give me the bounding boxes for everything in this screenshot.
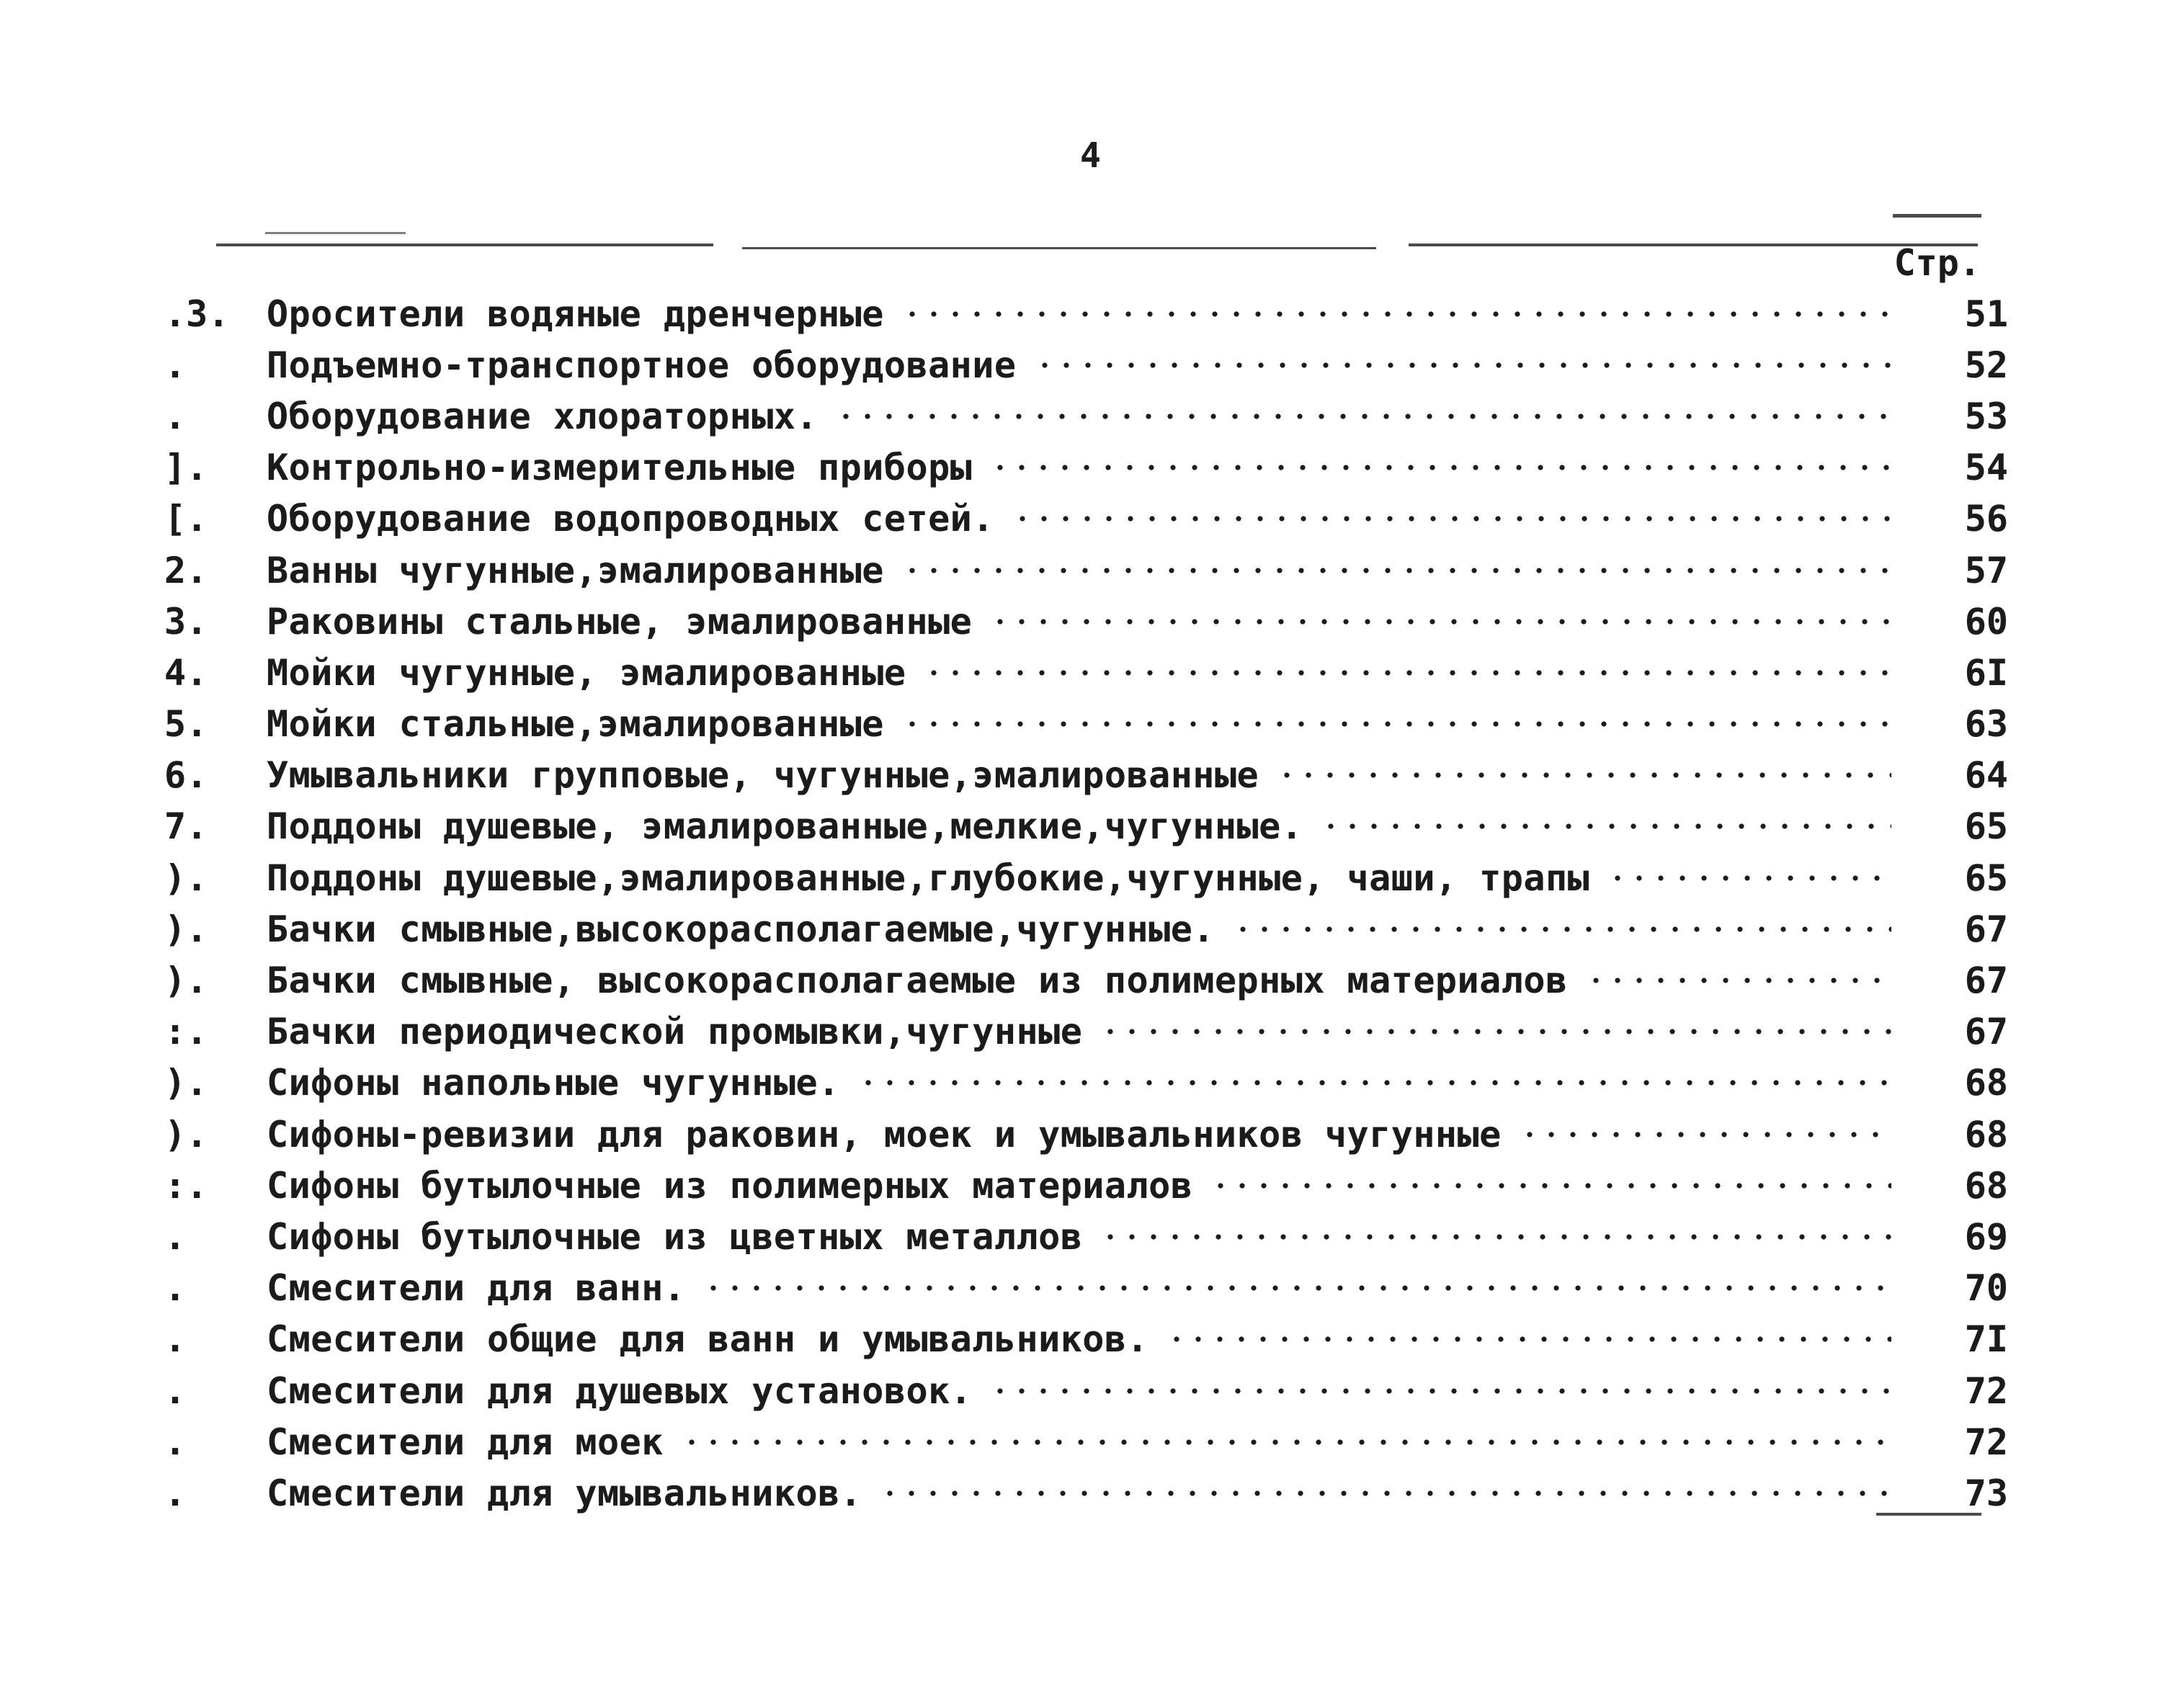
toc-item-page: 54 (1964, 447, 2008, 489)
toc-item-page: 65 (1964, 857, 2008, 899)
toc-item-page: 72 (1964, 1421, 2008, 1463)
toc-item-title: Поддоны душевые,эмалированные,глубокие,чугунные, чаши, трапы (267, 857, 1590, 899)
toc-item-page: 68 (1964, 1164, 2008, 1207)
toc-item-marker: .3. (164, 292, 230, 335)
dot-leader-icon (1160, 1321, 1891, 1357)
toc-row (164, 1160, 2008, 1211)
toc-row (164, 339, 2008, 390)
toc-item-title: Смесители для ванн. (267, 1267, 686, 1310)
scan-artifact-line (265, 232, 406, 234)
toc-row (164, 647, 2008, 698)
toc-item-marker: ). (164, 908, 208, 950)
toc-item-marker: . (164, 395, 187, 437)
scan-artifact-line (742, 247, 1376, 249)
toc-item-title: Сифоны бутылочные из полимерных материалов (267, 1164, 1193, 1207)
toc-item-page: 73 (1964, 1472, 2008, 1514)
toc-item-page: 63 (1964, 703, 2008, 746)
dot-leader-icon (984, 1373, 1891, 1409)
dot-leader-icon (1513, 1117, 1891, 1153)
toc-row (164, 1314, 2008, 1365)
toc-row (164, 699, 2008, 750)
dot-leader-icon (1601, 860, 1891, 896)
toc-list (164, 288, 2008, 1519)
dot-leader-icon (1094, 1219, 1891, 1255)
toc-item-title: Умывальники групповые, чугунные,эмалированные (267, 754, 1259, 797)
toc-item-marker: . (164, 1318, 187, 1361)
toc-item-page: 53 (1964, 395, 2008, 437)
toc-item-title: Поддоны душевые, эмалированные,мелкие,чугунные. (267, 805, 1303, 848)
toc-row (164, 545, 2008, 596)
toc-row (164, 1211, 2008, 1262)
toc-row (164, 852, 2008, 903)
toc-item-page: 56 (1964, 498, 2008, 540)
toc-item-page: 68 (1964, 1062, 2008, 1104)
toc-item-page: 60 (1964, 600, 2008, 643)
toc-row (164, 1365, 2008, 1416)
dot-leader-icon (1094, 1014, 1891, 1050)
toc-item-title: Сифоны напольные чугунные. (267, 1062, 840, 1104)
toc-item-page: 65 (1964, 805, 2008, 848)
toc-item-marker: ]. (164, 447, 208, 489)
toc-item-marker: 4. (164, 651, 208, 694)
dot-leader-icon (896, 553, 1891, 589)
toc-item-marker: 7. (164, 805, 208, 848)
scan-artifact-line (1893, 214, 1981, 218)
toc-item-marker: . (164, 344, 187, 386)
dot-leader-icon (675, 1424, 1891, 1460)
toc-row (164, 954, 2008, 1006)
toc-item-page: 67 (1964, 1011, 2008, 1053)
toc-item-marker: :. (164, 1011, 208, 1053)
dot-leader-icon (852, 1065, 1891, 1101)
dot-leader-icon (896, 706, 1891, 742)
toc-item-marker: . (164, 1215, 187, 1258)
toc-item-page: 64 (1964, 754, 2008, 797)
scan-artifact-line (1409, 243, 1978, 246)
toc-item-page: 69 (1964, 1215, 2008, 1258)
toc-item-title: Смесители для моек (267, 1421, 664, 1463)
toc-row (164, 1263, 2008, 1314)
toc-item-title: Мойки чугунные, эмалированные (267, 651, 906, 694)
toc-item-page: 70 (1964, 1267, 2008, 1310)
toc-item-title: Подъемно-транспортное оборудование (267, 344, 1017, 386)
toc-row (164, 1058, 2008, 1109)
toc-item-title: Оборудование водопроводных сетей. (267, 498, 994, 540)
toc-item-page: 6I (1964, 651, 2008, 694)
toc-item-title: Раковины стальные, эмалированные (267, 600, 973, 643)
dot-leader-icon (1028, 347, 1892, 383)
toc-item-page: 57 (1964, 549, 2008, 591)
toc-item-marker: [. (164, 498, 208, 540)
dot-leader-icon (873, 1475, 1891, 1511)
toc-item-page: 7I (1964, 1318, 2008, 1361)
toc-item-title: Бачки смывные,высокорасполагаемые,чугунные. (267, 908, 1215, 950)
dot-leader-icon (1006, 501, 1891, 537)
toc-item-page: 68 (1964, 1113, 2008, 1155)
toc-item-marker: 6. (164, 754, 208, 797)
toc-item-marker: ). (164, 1113, 208, 1155)
toc-item-marker: ). (164, 960, 208, 1002)
toc-item-title: Смесители для душевых установок. (267, 1369, 973, 1412)
toc-row (164, 1109, 2008, 1160)
toc-item-title: Оросители водяные дренчерные (267, 292, 884, 335)
toc-item-title: Оборудование хлораторных. (267, 395, 819, 437)
toc-row (164, 390, 2008, 442)
toc-item-title: Сифоны бутылочные из цветных металлов (267, 1215, 1083, 1258)
toc-item-marker: ). (164, 1062, 208, 1104)
dot-leader-icon (1579, 962, 1891, 998)
toc-item-page: 51 (1964, 292, 2008, 335)
toc-row (164, 596, 2008, 647)
toc-row (164, 288, 2008, 339)
page-number: 4 (1080, 135, 1101, 176)
toc-row (164, 903, 2008, 954)
page-column-header: Стр. (1894, 242, 1981, 284)
toc-item-marker: 5. (164, 703, 208, 746)
toc-row (164, 1006, 2008, 1058)
toc-item-title: Контрольно-измерительные приборы (267, 447, 973, 489)
toc-item-page: 72 (1964, 1369, 2008, 1412)
dot-leader-icon (1270, 757, 1891, 793)
toc-row (164, 442, 2008, 493)
toc-row (164, 750, 2008, 801)
toc-row (164, 801, 2008, 852)
toc-item-marker: ). (164, 857, 208, 899)
toc-item-title: Ванны чугунные,эмалированные (267, 549, 884, 591)
dot-leader-icon (697, 1270, 1891, 1306)
scan-artifact-line (216, 243, 713, 246)
dot-leader-icon (984, 604, 1891, 640)
toc-item-marker: . (164, 1472, 187, 1514)
toc-item-title: Смесители для умывальников. (267, 1472, 862, 1514)
toc-row (164, 493, 2008, 545)
toc-item-marker: . (164, 1421, 187, 1463)
toc-item-marker: . (164, 1369, 187, 1412)
dot-leader-icon (984, 450, 1891, 486)
toc-row (164, 1416, 2008, 1467)
toc-item-page: 67 (1964, 960, 2008, 1002)
toc-item-title: Бачки периодической промывки,чугунные (267, 1011, 1083, 1053)
dot-leader-icon (1314, 808, 1891, 844)
toc-item-marker: :. (164, 1164, 208, 1207)
dot-leader-icon (917, 655, 1891, 691)
toc-item-title: Мойки стальные,эмалированные (267, 703, 884, 746)
toc-item-title: Смесители общие для ванн и умывальников. (267, 1318, 1149, 1361)
toc-item-title: Бачки смывные, высокорасполагаемые из полимерных материалов (267, 960, 1568, 1002)
dot-leader-icon (1226, 911, 1891, 947)
toc-item-marker: 3. (164, 600, 208, 643)
dot-leader-icon (1204, 1168, 1891, 1204)
dot-leader-icon (829, 398, 1891, 434)
dot-leader-icon (896, 296, 1891, 332)
toc-item-page: 67 (1964, 908, 2008, 950)
toc-item-page: 52 (1964, 344, 2008, 386)
toc-item-marker: 2. (164, 549, 208, 591)
toc-item-title: Сифоны-ревизии для раковин, моек и умывальников чугунные (267, 1113, 1502, 1155)
toc-row (164, 1467, 2008, 1519)
toc-item-marker: . (164, 1267, 187, 1310)
